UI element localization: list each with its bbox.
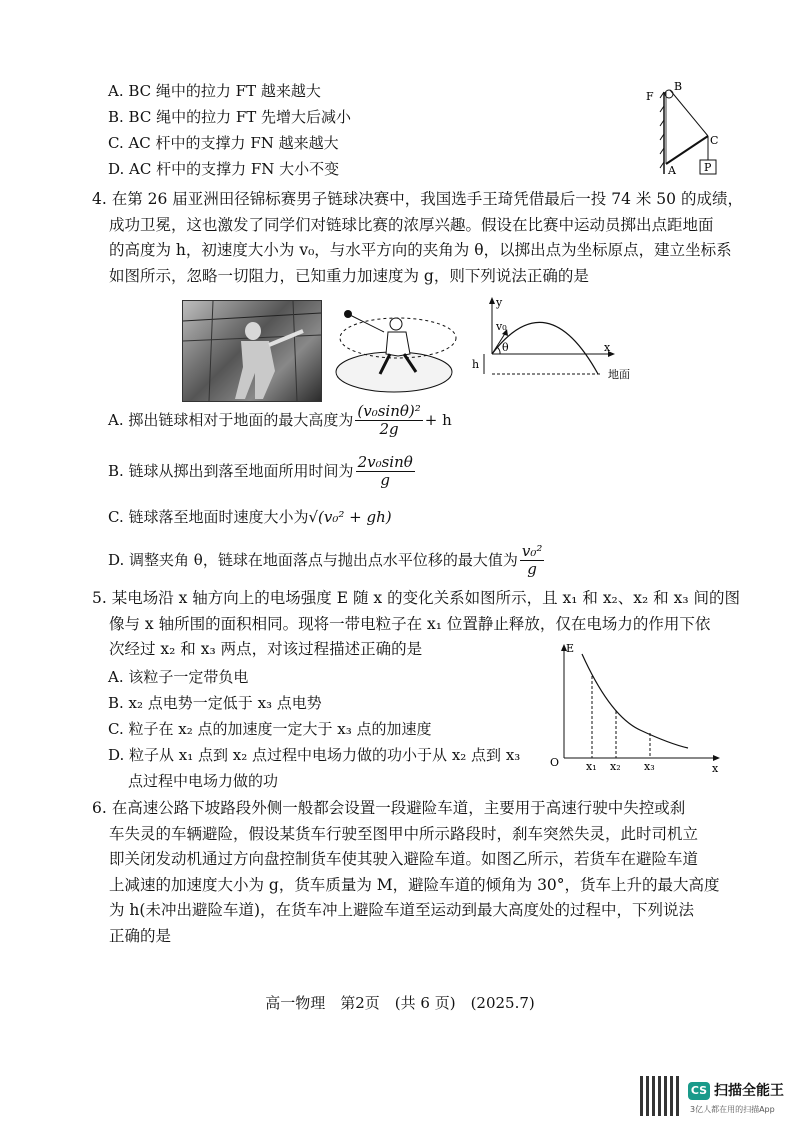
e-x-graph [540,640,724,772]
watermark-brand: 扫描全能王 [714,1083,784,1099]
q3-option-a: A. BC 绳中的拉力 FT 越来越大 [108,82,321,100]
hammer-wire [348,314,384,332]
q4-stem [92,187,743,289]
q4-option-b-text: B. 链球从掷出到落至地面所用时间为 [108,461,354,480]
q4-option-a-tail: + h [424,410,452,429]
photo-head [245,322,261,340]
trajectory-diagram [462,294,652,390]
q4-option-d-fraction [520,543,545,579]
q4-stem-line: 的高度为 h，初速度大小为 v₀，与水平方向的夹角为 θ，以掷出点为坐标原点，建立坐标系 [109,241,732,259]
graph-x-axis-arrow [713,755,720,761]
e-curve [582,654,688,748]
q4-option-a-denominator: 2g [379,420,399,439]
q4-option-a-numerator: (v₀sinθ)² [357,402,421,420]
y-axis-arrow [489,297,495,304]
label-h: h [472,358,480,371]
photo-arm [269,331,303,345]
q3-pulley-figure [636,78,720,178]
label-ground: 地面 [608,368,630,381]
label-y: y [496,296,503,309]
q6-stem [92,796,720,949]
q3-label-b: B [674,80,683,93]
label-x1: x₁ [586,760,597,772]
q4-option-c [108,506,392,527]
page-footer: 高一物理 第2页 (共 6 页) (2025.7) [265,994,535,1012]
photo-body [235,341,275,399]
q4-option-b-denominator: g [380,471,390,490]
q5-stem-line: 次经过 x₂ 和 x₃ 两点，对该过程描述正确的是 [109,640,423,658]
q6-stem-line: 上减速的加速度大小为 g，货车质量为 M，避险车道的倾角为 30°，货车上升的最大高度 [109,875,720,894]
q4-option-d-text: D. 调整夹角 θ，链球在地面落点与抛出点水平位移的最大值为 [108,550,518,569]
q5-option-d: D. 粒子从 x₁ 点到 x₂ 点过程中电场力做的功小于从 x₂ 点到 x₃ [108,746,521,764]
label-x: x [604,341,611,354]
q3-option-d: D. AC 杆中的支撑力 FN 大小不变 [108,160,340,178]
q4-option-a [108,403,452,439]
q5-option-c: C. 粒子在 x₂ 点的加速度一定大于 x₃ 点的加速度 [108,720,432,738]
qr-code-icon [640,1076,680,1116]
photo-net-line [209,301,213,401]
label-graph-x: x [712,762,719,772]
q4-option-c-expr: √(v₀² + gh) [308,508,392,526]
q5-option-b: B. x₂ 点电势一定低于 x₃ 点电势 [108,694,322,712]
label-v0: v₀ [496,320,507,333]
photo-net-line [183,313,321,321]
q4-option-c-text: C. 链球落至地面时速度大小为 [108,508,309,526]
athlete-torso [386,332,410,356]
q6-stem-line: 车失灵的车辆避险，假设某货车行驶至图甲中所示路段时，刹车突然失灵，此时司机立 [109,824,699,843]
camscanner-logo-icon: CS [688,1082,710,1100]
q3-label-f: F [646,90,654,103]
q3-label-p: P [704,161,712,174]
q4-option-a-text: A. 掷出链球相对于地面的最大高度为 [108,410,354,429]
q6-stem-line: 6. 在高速公路下坡路段外侧一般都会设置一段避险车道，主要用于高速行驶中失控或刹 [92,799,686,817]
watermark-tagline: 3亿人都在用的扫描App [690,1105,775,1114]
q6-stem-line: 为 h(未冲出避险车道)，在货车冲上避险车道至运动到最大高度处的过程中，下列说法 [109,901,695,919]
q4-option-d-numerator: v₀² [521,542,543,560]
q5-option-a: A. 该粒子一定带负电 [108,668,249,686]
q6-stem-line: 即关闭发动机通过方向盘控制货车使其驶入避险车道。如图乙所示，若货车在避险车道 [109,850,699,868]
label-x3: x₃ [644,760,655,772]
q4-option-b-fraction [356,454,415,490]
q4-stem-line: 成功卫冕，这也激发了同学们对链球比赛的浓厚兴趣。假设在比赛中运动员掷出点距地面 [109,215,714,234]
q4-stem-line: 如图所示，忽略一切阻力，已知重力加速度为 g，则下列说法正确的是 [109,266,589,285]
theta-arc [497,347,500,354]
label-o: O [550,756,560,769]
q4-option-b [108,454,417,490]
q5-option-d-cont: 点过程中电场力做的功 [128,772,279,790]
q3-option-b: B. BC 绳中的拉力 FT 先增大后减小 [108,108,352,126]
label-theta: θ [502,341,509,354]
q3-label-c: C [710,134,719,147]
photo-net-line [293,301,297,401]
q4-option-d-denominator: g [527,560,537,579]
q5-stem-line: 像与 x 轴所围的面积相同。现将一带电粒子在 x₁ 位置静止释放，仅在电场力的作用下依 [109,614,711,633]
q6-stem-line: 正确的是 [109,926,172,945]
label-e: E [566,642,575,655]
hammer-throw-photo [182,300,322,402]
label-x2: x₂ [610,760,621,772]
q5-stem-line: 5. 某电场沿 x 轴方向上的电场强度 E 随 x 的变化关系如图所示，且 x₁ 和 x₂、x₂ 和 x₃ 间的图 [92,589,740,607]
q4-option-a-fraction [355,403,422,439]
q3-rope-bc [670,90,708,136]
athlete-head [390,318,402,330]
q3-label-a: A [668,164,676,177]
q4-option-b-numerator: 2v₀sinθ [357,453,413,471]
q4-stem-line: 4. 在第 26 届亚洲田径锦标赛男子链球决赛中，我国选手王琦凭借最后一投 74 米 50 的成绩， [92,190,743,208]
q3-option-c: C. AC 杆中的支撑力 FN 越来越大 [108,134,339,152]
hammer-throw-illustration [328,298,460,398]
photo-athlete-silhouette [183,301,321,401]
q4-option-d [108,543,546,579]
